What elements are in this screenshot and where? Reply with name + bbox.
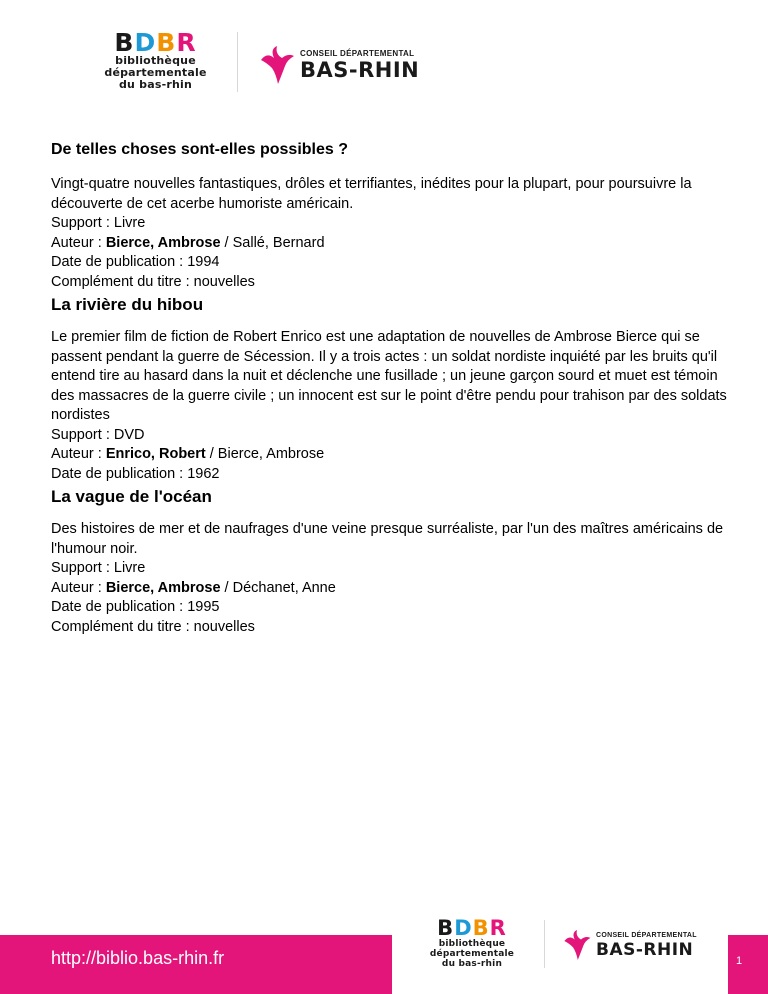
record-author: Auteur : Bierce, Ambrose / Sallé, Bernard: [51, 234, 325, 251]
bdbr-wordmark: BDBR: [437, 916, 507, 940]
cd-bas-rhin-logo: [562, 930, 730, 970]
cd-logo-main: BAS-RHIN: [300, 58, 420, 82]
page-number: 1: [736, 955, 743, 967]
logo-divider: [237, 32, 238, 92]
footer-url-link[interactable]: http://biblio.bas-rhin.fr: [51, 948, 225, 968]
record-date: Date de publication : 1962: [51, 465, 220, 482]
record-description: Des histoires de mer et de naufrages d'une veine presque surréaliste, par l'un des maîtres américains de l'humour noir.: [51, 521, 724, 557]
record-title: La rivière du hibou: [51, 295, 204, 314]
record-description: Le premier film de fiction de Robert Enrico est une adaptation de nouvelles de Ambrose Bierce qui se passent pendant la guerre de Sécession. Il y a trois actes : un soldat nordiste inquiété par les bruits qu'il entend tire au hasard dans la nuit et déclenche une fusillade ; un jeune garçon sourd et muet est témoin des massacres de la guerre civile ; un innocent est sur le point d'être pendu pour trahison par des soldats nordistes: [51, 329, 727, 423]
logo-divider: [544, 920, 545, 968]
record-support: Support : Livre: [51, 215, 146, 231]
flame-icon: [258, 46, 296, 84]
record-complement: Complément du titre : nouvelles: [51, 618, 255, 635]
record-title: La vague de l'océan: [51, 487, 212, 506]
record-1: [51, 140, 731, 292]
record-author: Auteur : Enrico, Robert / Bierce, Ambrose: [51, 446, 325, 462]
bdbr-logo: [78, 30, 233, 91]
bdbr-line-1: bibliothèque: [438, 939, 506, 949]
author-main: Enrico, Robert: [105, 446, 206, 462]
record-support: Support : DVD: [51, 426, 145, 443]
bdbr-wordmark: BDBR: [114, 28, 197, 57]
bdbr-line-1: bibliothèque: [115, 54, 196, 67]
record-complement: Complément du titre : nouvelles: [51, 273, 255, 290]
author-main: Bierce, Ambrose: [105, 234, 221, 251]
cd-logo-top: CONSEIL DÉPARTEMENTAL: [300, 49, 415, 58]
record-3: [51, 486, 731, 637]
header-logos: [78, 30, 423, 94]
flame-icon: [562, 930, 592, 960]
bdbr-line-3: du bas-rhin: [118, 78, 192, 91]
record-date: Date de publication : 1995: [51, 599, 220, 615]
record-description: Vingt-quatre nouvelles fantastiques, drôles et terrifiantes, inédites pour la plupart, pour poursuivre la découverte de cet acerbe humoriste américain.: [51, 176, 692, 212]
cd-bas-rhin-logo: [258, 46, 426, 86]
record-date: Date de publication : 1994: [51, 254, 220, 270]
author-main: Bierce, Ambrose: [105, 579, 221, 596]
bdbr-logo: [410, 918, 534, 969]
cd-logo-top: CONSEIL DÉPARTEMENTAL: [596, 932, 697, 939]
cd-logo-main: BAS-RHIN: [596, 940, 694, 960]
record-author: Auteur : Bierce, Ambrose / Déchanet, Anne: [51, 579, 336, 596]
record-2: [51, 294, 731, 484]
records-list: [51, 140, 731, 637]
record-title: De telles choses sont-elles possibles ?: [51, 141, 348, 158]
footer-logos: [410, 918, 710, 968]
record-support: Support : Livre: [51, 560, 146, 576]
bdbr-line-3: du bas-rhin: [441, 959, 503, 969]
bdbr-line-2: départementale: [429, 949, 515, 959]
bdbr-line-2: départementale: [104, 66, 207, 79]
